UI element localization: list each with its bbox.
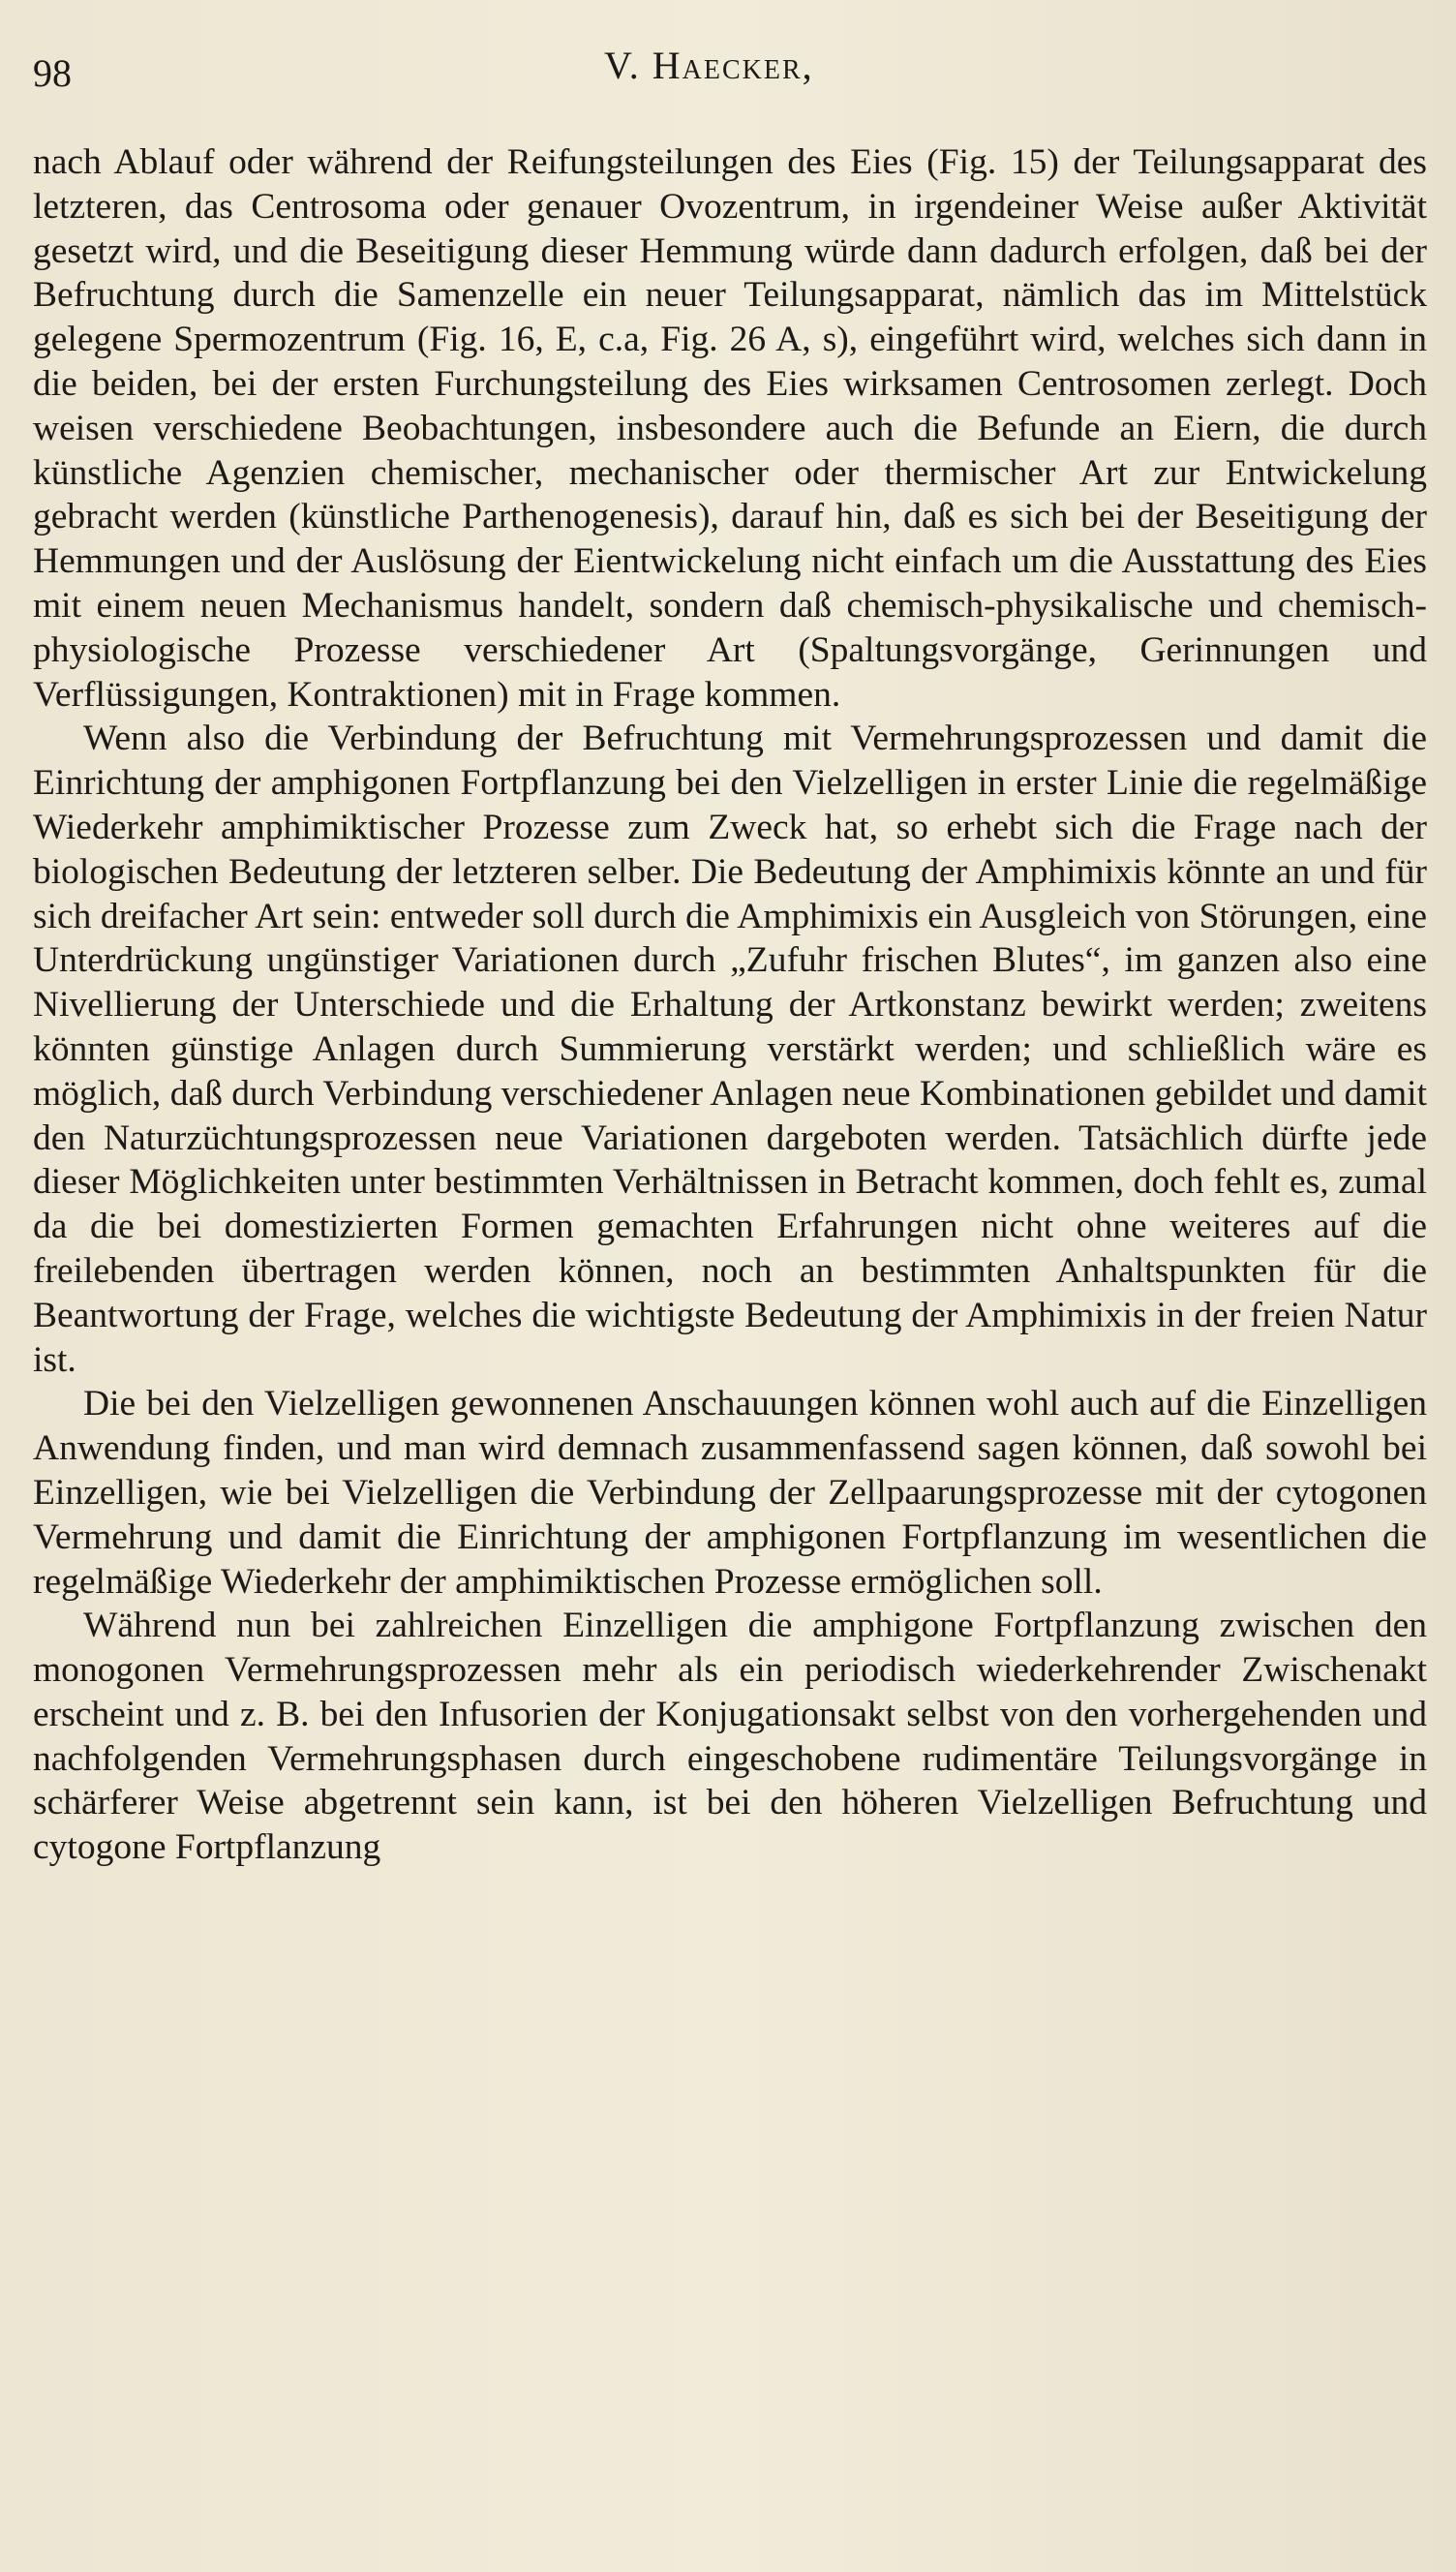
body-text [33,140,1427,1870]
paragraph-1: nach Ablauf oder während der Reifungsteilungen des Eies (Fig. 15) der Teilungsapparat des letzteren, das Centrosoma oder genauer Ovozentrum, in irgendeiner Weise außer Aktivität gesetzt wird, und die Beseitigung dieser Hemmung würde dann dadurch erfolgen, daß bei der Befruchtung durch die Samenzelle ein neuer Teilungsapparat, nämlich das im Mittelstück gelegene Spermozentrum (Fig. 16, E, c.a, Fig. 26 A, s), eingeführt wird, welches sich dann in die beiden, bei der ersten Furchungsteilung des Eies wirksamen Centrosomen zerlegt. Doch weisen verschiedene Beobachtungen, insbesondere auch die Befunde an Eiern, die durch künstliche Agenzien chemischer, mechanischer oder thermischer Art zur Entwickelung gebracht werden (künstliche Parthenogenesis), darauf hin, daß es sich bei der Beseitigung der Hemmungen und der Auslösung der Eientwickelung nicht einfach um die Ausstattung des Eies mit einem neuen Mechanismus handelt, sondern daß chemisch-physikalische und chemisch-physiologische Prozesse verschiedener Art (Spaltungsvorgänge, Gerinnungen und Verflüssigungen, Kontraktionen) mit in Frage kommen. [33,142,1427,715]
page-header [33,41,1427,99]
paragraph-3: Die bei den Vielzelligen gewonnenen Anschauungen können wohl auch auf die Einzelligen Anwendung finden, und man wird demnach zusammenfassend sagen können, daß sowohl bei Einzelligen, wie bei Vielzelligen die Verbindung der Zellpaarungsprozesse mit der cytogonen Vermehrung und damit die Einrichtung der amphigonen Fortpflanzung im wesentlichen die regelmäßige Wiederkehr der amphimiktischen Prozesse ermöglichen soll. [33,1384,1427,1602]
paragraph-4: Während nun bei zahlreichen Einzelligen die amphigone Fortpflanzung zwischen den monogonen Vermehrungsprozessen mehr als ein periodisch wiederkehrender Zwischenakt erscheint und z. B. bei den Infusorien der Konjugationsakt selbst von den vorhergehenden und nachfolgenden Vermehrungsphasen durch eingeschobene rudimentäre Teilungsvorgänge in schärferer Weise abgetrennt sein kann, ist bei den höheren Vielzelligen Befruchtung und cytogone Fortpflanzung [33,1606,1427,1868]
running-head: V. Haecker, [604,44,814,87]
page-number: 98 [33,51,72,95]
paragraph-2: Wenn also die Verbindung der Befruchtung mit Vermehrungsprozessen und damit die Einrichtung der amphigonen Fortpflanzung bei den Vielzelligen in erster Linie die regelmäßige Wiederkehr amphimiktischer Prozesse zum Zweck hat, so erhebt sich die Frage nach der biologischen Bedeutung der letzteren selber. Die Bedeutung der Amphimixis könnte an und für sich dreifacher Art sein: entweder soll durch die Amphimixis ein Ausgleich von Störungen, eine Unterdrückung ungünstiger Variationen durch „Zufuhr frischen Blutes“, im ganzen also eine Nivellierung der Unterschiede und die Erhaltung der Artkonstanz bewirkt werden; zweitens könnten günstige Anlagen durch Summierung verstärkt werden; und schließlich wäre es möglich, daß durch Verbindung verschiedener Anlagen neue Kombinationen gebildet und damit den Naturzüchtungsprozessen neue Variationen dargeboten werden. Tatsächlich dürfte jede dieser Möglichkeiten unter bestimmten Verhältnissen in Betracht kommen, doch fehlt es, zumal da die bei domestizierten Formen gemachten Erfahrungen nicht ohne weiteres auf die freilebenden übertragen werden können, noch an bestimmten Anhaltspunkten für die Beantwortung der Frage, welches die wichtigste Bedeutung der Amphimixis in der freien Natur ist. [33,719,1427,1380]
